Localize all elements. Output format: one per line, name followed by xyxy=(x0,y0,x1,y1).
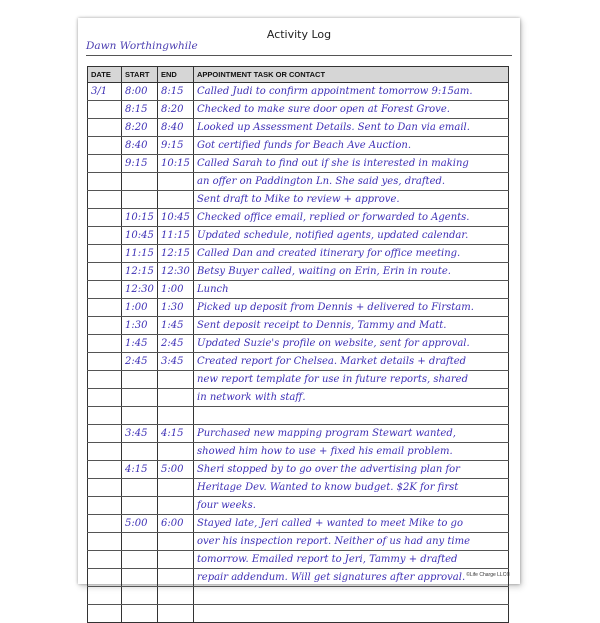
header-start: START xyxy=(122,67,158,83)
date-cell xyxy=(88,317,122,335)
end-cell: 11:15 xyxy=(158,227,194,245)
end-cell xyxy=(158,191,194,209)
date-cell: 3/1 xyxy=(88,83,122,101)
table-row xyxy=(88,335,509,353)
date-cell xyxy=(88,569,122,587)
date-cell xyxy=(88,389,122,407)
table-row xyxy=(88,443,509,461)
task-cell xyxy=(194,605,509,623)
date-cell xyxy=(88,515,122,533)
brand-mark: ©Life Charge LLC® xyxy=(466,572,510,578)
task-cell: four weeks. xyxy=(194,497,509,515)
end-cell: 12:30 xyxy=(158,263,194,281)
table-row xyxy=(88,587,509,605)
start-cell: 5:00 xyxy=(122,515,158,533)
task-cell: Updated Suzie's profile on website, sent for approval. xyxy=(194,335,509,353)
date-cell xyxy=(88,497,122,515)
table-row xyxy=(88,119,509,137)
table-row xyxy=(88,101,509,119)
table-row xyxy=(88,461,509,479)
page-title: Activity Log xyxy=(266,28,332,41)
date-cell xyxy=(88,137,122,155)
task-cell: Betsy Buyer called, waiting on Erin, Erin in route. xyxy=(194,263,509,281)
date-cell xyxy=(88,173,122,191)
table-row xyxy=(88,191,509,209)
task-cell: Stayed late, Jeri called + wanted to meet Mike to go xyxy=(194,515,509,533)
start-cell: 3:45 xyxy=(122,425,158,443)
start-cell xyxy=(122,443,158,461)
task-cell: Picked up deposit from Dennis + delivered to Firstam. xyxy=(194,299,509,317)
task-cell: Updated schedule, notified agents, updated calendar. xyxy=(194,227,509,245)
end-cell xyxy=(158,551,194,569)
date-cell xyxy=(88,551,122,569)
date-cell xyxy=(88,605,122,623)
task-cell: an offer on Paddington Ln. She said yes, drafted. xyxy=(194,173,509,191)
header-date: DATE xyxy=(88,67,122,83)
task-cell: Created report for Chelsea. Market details + drafted xyxy=(194,353,509,371)
name-underline xyxy=(86,55,512,56)
task-cell: Called Dan and created itinerary for office meeting. xyxy=(194,245,509,263)
end-cell: 6:00 xyxy=(158,515,194,533)
table-row xyxy=(88,551,509,569)
start-cell: 4:15 xyxy=(122,461,158,479)
start-cell xyxy=(122,605,158,623)
date-cell xyxy=(88,371,122,389)
end-cell: 8:20 xyxy=(158,101,194,119)
end-cell: 5:00 xyxy=(158,461,194,479)
task-cell: Checked to make sure door open at Forest Grove. xyxy=(194,101,509,119)
end-cell: 9:15 xyxy=(158,137,194,155)
task-cell: Lunch xyxy=(194,281,509,299)
start-cell: 2:45 xyxy=(122,353,158,371)
table-row xyxy=(88,515,509,533)
date-cell xyxy=(88,245,122,263)
task-cell: Checked office email, replied or forwarded to Agents. xyxy=(194,209,509,227)
table-row xyxy=(88,389,509,407)
task-cell: Heritage Dev. Wanted to know budget. $2K for first xyxy=(194,479,509,497)
end-cell: 1:00 xyxy=(158,281,194,299)
date-cell xyxy=(88,443,122,461)
task-cell: Sent draft to Mike to review + approve. xyxy=(194,191,509,209)
table-row xyxy=(88,299,509,317)
table-row xyxy=(88,83,509,101)
task-cell: Sheri stopped by to go over the advertising plan for xyxy=(194,461,509,479)
start-cell xyxy=(122,407,158,425)
task-cell: Called Sarah to find out if she is interested in making xyxy=(194,155,509,173)
end-cell xyxy=(158,173,194,191)
end-cell xyxy=(158,497,194,515)
date-cell xyxy=(88,425,122,443)
start-cell xyxy=(122,389,158,407)
date-cell xyxy=(88,353,122,371)
start-cell: 8:00 xyxy=(122,83,158,101)
start-cell: 12:15 xyxy=(122,263,158,281)
table-row xyxy=(88,137,509,155)
date-cell xyxy=(88,587,122,605)
task-cell: Purchased new mapping program Stewart wanted, xyxy=(194,425,509,443)
table-row xyxy=(88,479,509,497)
task-cell xyxy=(194,407,509,425)
end-cell xyxy=(158,407,194,425)
task-cell: Sent deposit receipt to Dennis, Tammy and Matt. xyxy=(194,317,509,335)
table-row xyxy=(88,425,509,443)
owner-name: Dawn Worthingwhile xyxy=(86,40,198,52)
start-cell: 1:45 xyxy=(122,335,158,353)
table-row xyxy=(88,371,509,389)
table-row xyxy=(88,209,509,227)
header-task: APPOINTMENT TASK OR CONTACT xyxy=(194,67,509,83)
end-cell xyxy=(158,569,194,587)
date-cell xyxy=(88,299,122,317)
table-row xyxy=(88,263,509,281)
start-cell: 8:20 xyxy=(122,119,158,137)
task-cell: in network with staff. xyxy=(194,389,509,407)
date-cell xyxy=(88,263,122,281)
table-row xyxy=(88,533,509,551)
table-row xyxy=(88,245,509,263)
task-cell: Looked up Assessment Details. Sent to Dan via email. xyxy=(194,119,509,137)
date-cell xyxy=(88,281,122,299)
task-cell: showed him how to use + fixed his email problem. xyxy=(194,443,509,461)
end-cell: 8:40 xyxy=(158,119,194,137)
table-row xyxy=(88,227,509,245)
end-cell xyxy=(158,605,194,623)
header-end: END xyxy=(158,67,194,83)
end-cell: 8:15 xyxy=(158,83,194,101)
start-cell xyxy=(122,191,158,209)
start-cell: 1:30 xyxy=(122,317,158,335)
end-cell: 1:30 xyxy=(158,299,194,317)
table-row xyxy=(88,173,509,191)
date-cell xyxy=(88,407,122,425)
start-cell xyxy=(122,587,158,605)
table-row xyxy=(88,605,509,623)
end-cell xyxy=(158,533,194,551)
start-cell xyxy=(122,497,158,515)
end-cell xyxy=(158,389,194,407)
date-cell xyxy=(88,335,122,353)
start-cell: 10:15 xyxy=(122,209,158,227)
end-cell: 1:45 xyxy=(158,317,194,335)
activity-table xyxy=(87,66,509,623)
start-cell xyxy=(122,371,158,389)
task-cell: Called Judi to confirm appointment tomorrow 9:15am. xyxy=(194,83,509,101)
end-cell xyxy=(158,443,194,461)
end-cell: 10:45 xyxy=(158,209,194,227)
task-cell: repair addendum. Will get signatures after approval. xyxy=(194,569,509,587)
start-cell xyxy=(122,569,158,587)
start-cell xyxy=(122,479,158,497)
date-cell xyxy=(88,101,122,119)
end-cell: 2:45 xyxy=(158,335,194,353)
date-cell xyxy=(88,119,122,137)
date-cell xyxy=(88,191,122,209)
task-cell: over his inspection report. Neither of us had any time xyxy=(194,533,509,551)
date-cell xyxy=(88,461,122,479)
end-cell: 12:15 xyxy=(158,245,194,263)
start-cell xyxy=(122,551,158,569)
end-cell: 10:15 xyxy=(158,155,194,173)
end-cell: 4:15 xyxy=(158,425,194,443)
task-cell: new report template for use in future reports, shared xyxy=(194,371,509,389)
date-cell xyxy=(88,155,122,173)
start-cell: 9:15 xyxy=(122,155,158,173)
start-cell xyxy=(122,173,158,191)
end-cell xyxy=(158,479,194,497)
start-cell: 12:30 xyxy=(122,281,158,299)
date-cell xyxy=(88,479,122,497)
table-row xyxy=(88,569,509,587)
table-row xyxy=(88,281,509,299)
end-cell: 3:45 xyxy=(158,353,194,371)
table-row xyxy=(88,353,509,371)
table-row xyxy=(88,155,509,173)
table-row xyxy=(88,317,509,335)
table-row xyxy=(88,497,509,515)
start-cell: 8:15 xyxy=(122,101,158,119)
table-row xyxy=(88,407,509,425)
end-cell xyxy=(158,587,194,605)
task-cell: tomorrow. Emailed report to Jeri, Tammy + drafted xyxy=(194,551,509,569)
date-cell xyxy=(88,227,122,245)
table-body xyxy=(88,83,509,623)
start-cell: 1:00 xyxy=(122,299,158,317)
start-cell: 11:15 xyxy=(122,245,158,263)
date-cell xyxy=(88,209,122,227)
task-cell xyxy=(194,587,509,605)
activity-log-sheet xyxy=(78,18,520,584)
task-cell: Got certified funds for Beach Ave Auction. xyxy=(194,137,509,155)
end-cell xyxy=(158,371,194,389)
start-cell: 10:45 xyxy=(122,227,158,245)
table-header-row xyxy=(88,67,509,83)
start-cell: 8:40 xyxy=(122,137,158,155)
start-cell xyxy=(122,533,158,551)
date-cell xyxy=(88,533,122,551)
